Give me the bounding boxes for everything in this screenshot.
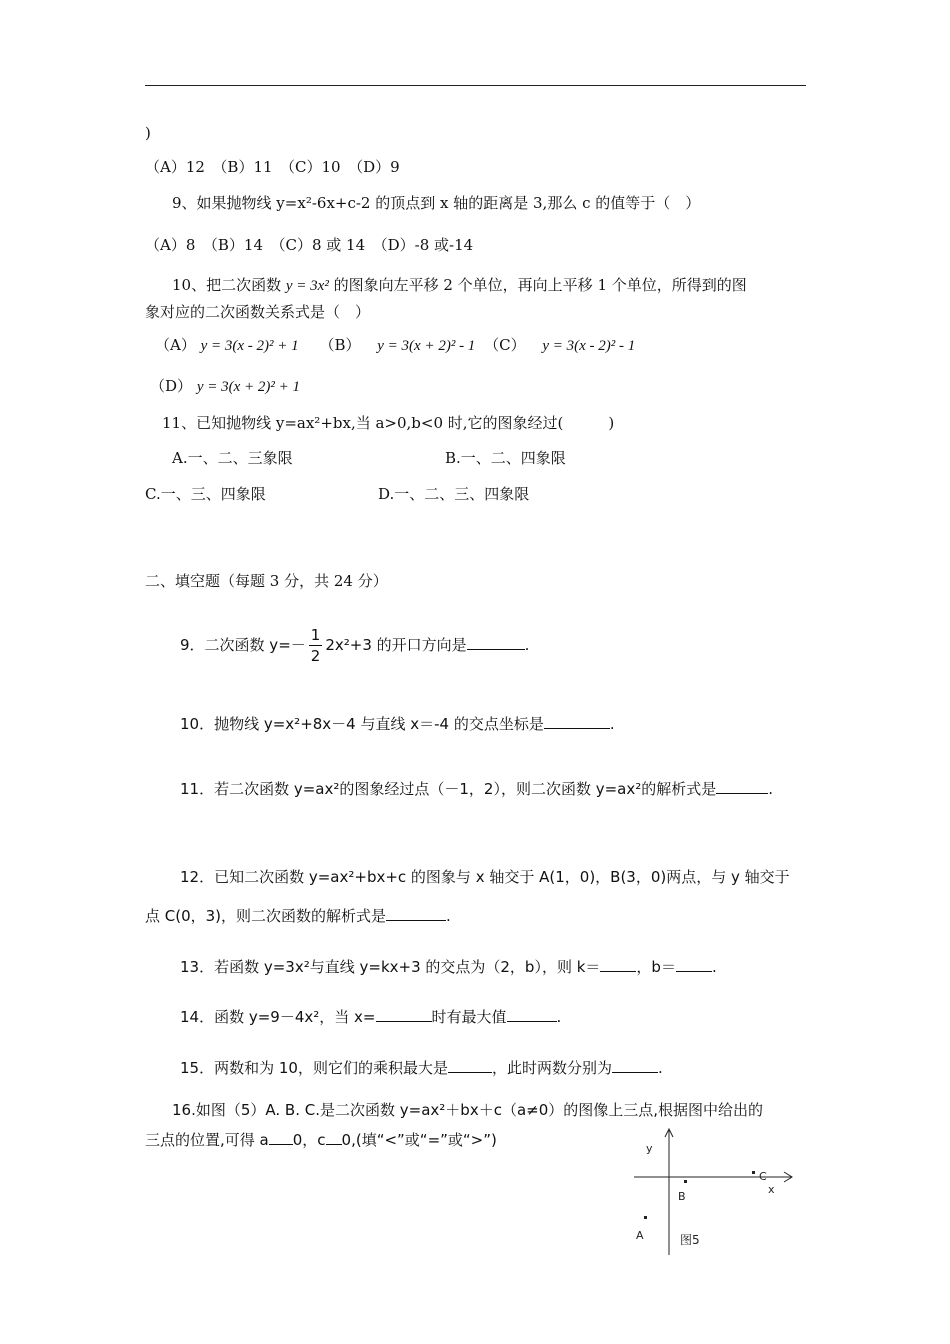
- fill-12-blank[interactable]: [386, 906, 446, 921]
- q10-opt-a-label: （A）: [155, 336, 196, 354]
- fill-14-text-a: 14．函数 y=9－4x²，当 x=: [180, 1008, 376, 1026]
- header-rule: [145, 85, 806, 86]
- fill-13-period: .: [711, 958, 717, 976]
- q10-opt-a: y = 3(x - 2)² + 1: [200, 338, 299, 354]
- fill-14-blank-x[interactable]: [376, 1007, 432, 1022]
- q10-text-b: 的图象向左平移 2 个单位，再向上平移 1 个单位，所得到的图: [333, 276, 747, 294]
- q10-opt-b-label: （B）: [319, 336, 361, 354]
- q10-function: y = 3x²: [285, 278, 329, 294]
- figure-caption: 图5: [680, 1233, 700, 1247]
- fill-15-text-b: ，此时两数分别为: [491, 1059, 612, 1077]
- fill-9: [180, 624, 529, 666]
- question-10-line1: [172, 275, 747, 296]
- q10-opt-d: y = 3(x + 2)² + 1: [196, 379, 300, 395]
- point-a-dot: [644, 1216, 647, 1219]
- fill-10-period: .: [609, 715, 615, 733]
- fill-16-blank-c[interactable]: [326, 1130, 342, 1145]
- fill-12-period: .: [446, 907, 451, 925]
- fill-16-blank-a[interactable]: [269, 1130, 293, 1145]
- fill-12-line1: 12．已知二次函数 y=ax²+bx+c 的图象与 x 轴交于 A(1，0)，B(3，0)两点，与 y 轴交于: [180, 868, 790, 886]
- fill-9-text-b: 2x²+3 的开口方向是: [325, 636, 467, 654]
- fill-13-text-b: ，b＝: [636, 958, 676, 976]
- fill-11: [180, 779, 773, 799]
- point-c-label: C: [759, 1170, 767, 1183]
- fill-13-blank-b[interactable]: [676, 957, 712, 972]
- y-axis-label: y: [646, 1142, 653, 1155]
- fill-10-text: 10．抛物线 y=x²+8x－4 与直线 x＝-4 的交点坐标是: [180, 715, 544, 733]
- q11-option-d: D.一、二、三、四象限: [378, 485, 530, 503]
- q10-opt-b: y = 3(x + 2)² - 1: [377, 338, 476, 354]
- fill-10-blank[interactable]: [544, 714, 610, 729]
- top-fragment: ): [145, 124, 151, 142]
- point-a-label: A: [636, 1229, 644, 1242]
- q11-option-c: C.一、三、四象限: [145, 485, 266, 503]
- fill-15: [180, 1058, 663, 1078]
- fill-9-blank[interactable]: [467, 635, 525, 650]
- q10-opt-c-label: （C）: [484, 336, 526, 354]
- q11-option-a: A.一、二、三象限: [172, 449, 293, 467]
- section-2-title: 二、填空题（每题 3 分，共 24 分）: [145, 572, 388, 590]
- fill-12-text: 点 C(0，3)，则二次函数的解析式是: [145, 907, 387, 925]
- fill-15-text-a: 15．两数和为 10，则它们的乘积最大是: [180, 1059, 448, 1077]
- fill-14-text-b: 时有最大值: [431, 1008, 507, 1026]
- fill-16-text-b: 0，c: [292, 1131, 326, 1149]
- fill-9-fraction: [309, 625, 323, 666]
- fill-14: [180, 1007, 561, 1027]
- fill-9-text-a: 9．二次函数 y=－: [180, 636, 306, 654]
- fill-13: [180, 957, 717, 977]
- fill-13-blank-k[interactable]: [600, 957, 636, 972]
- q11-option-b: B.一、二、四象限: [445, 449, 566, 467]
- fill-11-period: .: [768, 780, 774, 798]
- q9-options: （A）8 （B）14 （C）8 或 14 （D）-8 或-14: [145, 236, 474, 254]
- question-9: 9、如果抛物线 y=x²-6x+c-2 的顶点到 x 轴的距离是 3,那么 c 的值等于（ ）: [172, 194, 701, 212]
- fill-11-blank[interactable]: [716, 779, 768, 794]
- q10-opt-c: y = 3(x - 2)² - 1: [542, 338, 636, 354]
- fill-9-period: .: [524, 636, 530, 654]
- fill-14-blank-max[interactable]: [507, 1007, 557, 1022]
- question-11: 11、已知抛物线 y=ax²+bx,当 a>0,b<0 时,它的图象经过( ): [162, 414, 615, 432]
- point-b-label: B: [678, 1190, 686, 1203]
- q10-opt-d-label: （D）: [150, 377, 193, 395]
- fill-15-blank-product[interactable]: [448, 1058, 492, 1073]
- fill-13-text-a: 13．若函数 y=3x²与直线 y=kx+3 的交点为（2，b），则 k＝: [180, 958, 601, 976]
- q10-text-a: 10、把二次函数: [172, 276, 282, 294]
- fill-9-denominator: 2: [310, 647, 321, 665]
- point-b-dot: [684, 1180, 687, 1183]
- figure-5: [620, 1125, 810, 1255]
- q8-options: （A）12 （B）11 （C）10 （D）9: [145, 158, 400, 176]
- q10-options-row1: [155, 335, 635, 356]
- fill-9-numerator: 1: [310, 626, 321, 644]
- fill-15-blank-numbers[interactable]: [612, 1058, 658, 1073]
- fill-16-line2: [145, 1130, 497, 1150]
- fill-14-period: .: [556, 1008, 562, 1026]
- x-axis-label: x: [768, 1183, 775, 1196]
- fill-16-line1: 16.如图（5）A. B. C.是二次函数 y=ax²＋bx＋c（a≠0）的图像上三点,根据图中给出的: [172, 1101, 764, 1119]
- question-10-line2: 象对应的二次函数关系式是（ ）: [145, 303, 371, 321]
- fill-12-line2: [145, 906, 451, 926]
- point-c-dot: [752, 1171, 755, 1174]
- fill-10: [180, 714, 615, 734]
- fill-15-period: .: [657, 1059, 663, 1077]
- q10-options-row2: [150, 376, 300, 397]
- fill-16-text-a: 三点的位置,可得 a: [145, 1131, 269, 1149]
- fill-11-text: 11．若二次函数 y=ax²的图象经过点（－1，2），则二次函数 y=ax²的解析式是: [180, 780, 717, 798]
- fill-16-text-c: 0,(填“<”或“=”或“>”): [341, 1131, 497, 1149]
